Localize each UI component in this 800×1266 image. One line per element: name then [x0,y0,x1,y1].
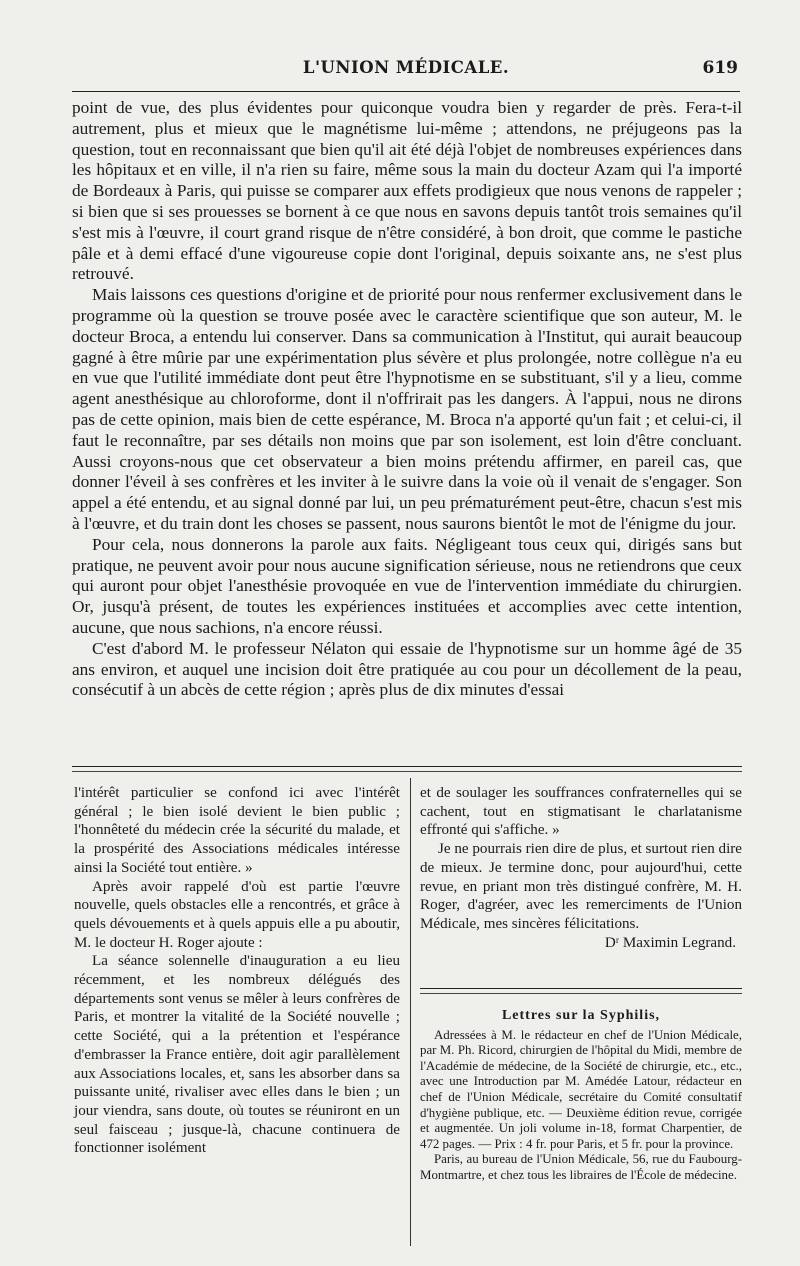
journal-title: L'UNION MÉDICALE. [302,58,510,77]
advert-rule [420,988,742,989]
left-paragraph: La séance solennelle d'inauguration a eu lieu récemment, et les nombreux délégués des départements sont venus se mêler à leurs confrères de Paris, et montrer la vitalité de la Société nouvelle ; cette Société, qui a la prétention et l'espérance d'embrasser la France entière, doit agir parallèlement aux Associations locales, et, sans les absorber dans sa puissante unité, rivaliser avec elles dans le bien ; un jour viendra, sans doute, où toutes se réuniront en un seul faisceau ; jusque-là, chacune continuera de fonctionner isolément [74,953,400,1157]
main-paragraph: Pour cela, nous donnerons la parole aux faits. Négligeant tous ceux qui, dirigés sans but pratique, ne peuvent avoir pour nous aucune signification sérieuse, nous ne retiendrons que ceux qui auront pour objet l'anesthésie provoquée en vue de l'intervention immédiate du chirurgien. Or, jusqu'à présent, de toutes les expériences instituées et accomplies avec cette intention, aucune, que nous sachions, n'a encore réussi. [72,534,742,637]
section-rule [72,766,742,767]
main-article [72,98,742,701]
main-paragraph: C'est d'abord M. le professeur Nélaton qui essaie de l'hypnotisme sur un homme âgé de 35 ans environ, et auquel une incision doit être pratiquée au cou pour un décollement de la peau, consécutif à un abcès de cette région ; après plus de dix minutes d'essai [72,638,742,700]
right-paragraph: et de soulager les souffrances confraternelles qui se cachent, tout en stigmatisant le charlatanisme effronté qui s'affiche. » [420,785,742,839]
left-paragraph: l'intérêt particulier se confond ici avec l'intérêt général ; le bien isolé devient le bien public ; l'honnêteté du médecin crée la sécurité du malade, et la prospérité des Associations médicales intéresse ainsi la Société tout entière. » [74,785,400,876]
column-divider [410,778,411,1246]
left-paragraph: Après avoir rappelé d'où est partie l'œuvre nouvelle, quels obstacles elle a rencontrés, et grâce à quels dévouements et à quels appuis elle a pu aboutir, M. le docteur H. Roger ajoute : [74,878,400,951]
right-paragraph: Je ne pourrais rien dire de plus, et surtout rien dire de mieux. Je termine donc, pour aujourd'hui, cette revue, en priant mon très distingué confrère, M. H. Roger, d'agréer, avec les remerciments de l'Union Médicale, mes sincères félicitations. [420,841,742,932]
main-paragraph: Mais laissons ces questions d'origine et de priorité pour nous renfermer exclusivement dans le programme où la question se trouve posée avec le caractère scientifique que son auteur, M. le docteur Broca, a entendu lui conserver. Dans sa communication à l'Institut, qui aurait beaucoup gagné à être mûrie par une expérimentation plus sévère et plus prolongée, notre collègue n'a eu en vue que l'utilité immédiate dont peut être l'hypnotisme en se substituant, s'il y a lieu, comme agent anesthésique au chloroforme, dont il n'offrirait pas les dangers. À l'appui, nous ne dirons pas de cette opinion, mais bien de cette espérance, M. Broca n'a apporté qu'un fait ; et celui-ci, il faut le reconnaître, par ses détails non moins que par son isolement, est loin d'être concluant. Aussi croyons-nous que cet observateur a bien moins prétendu affirmer, en pareil cas, que donner l'éveil à ses confrères et les inviter à le suivre dans la voie où il venait de s'engager. Son appel a été entendu, et au signal donné par lui, un peu prématurément peut-être, chacun s'est mis à l'œuvre, et du train dont les choses se passent, nous saurons bientôt le mot de l'énigme du jour. [72,285,742,533]
advert-paragraph: Paris, au bureau de l'Union Médicale, 56, rue du Faubourg-Montmartre, et chez tous les libraires de l'École de médecine. [420,1152,742,1182]
left-column [74,784,400,1158]
right-column [420,784,742,952]
advert-rule-thin [420,993,742,994]
page-number: 619 [702,58,738,78]
page-header [72,58,740,84]
main-paragraph: point de vue, des plus évidentes pour quiconque voudra bien y regarder de près. Fera-t-il autrement, plus et mieux que le magnétisme lui-même ; attendons, ne préjugeons pas la question, tout en reconnaissant que bien qu'il ait été déjà l'objet de nombreuses expériences dans les hôpitaux et en ville, il n'a rien su faire, même sous la main du docteur Azam qui l'a importé de Bordeaux à Paris, qui puisse se comparer aux effets prodigieux que nous venons de rappeler ; si bien que si ses prouesses se bornent à ce que nous en savons depuis tantôt trois semaines qu'il s'est mis à l'œuvre, il court grand risque de n'être considéré, à bon droit, que comme le pastiche pâle et à demi effacé d'une vigoureuse copie dont l'original, depuis soixante ans, ne s'est plus retrouvé. [72,98,742,284]
section-rule-thin [72,771,742,772]
book-advertisement [420,1008,742,1184]
header-rule [72,91,740,92]
author-signature: Dʳ Maximin Legrand. [604,934,736,951]
advert-title: Lettres sur la Syphilis, [501,1008,661,1023]
advert-paragraph: Adressées à M. le rédacteur en chef de l'Union Médicale, par M. Ph. Ricord, chirurgien de l'hôpital du Midi, membre de l'Académie de médecine, de la Société de chirurgie, etc., etc., avec une Introduction par M. Amédée Latour, rédacteur en chef de l'Union Médicale, secrétaire du Comité consultatif d'hygiène publique, etc. — Deuxième édition revue, corrigée et augmentée. Un joli volume in-18, format Charpentier, de 472 pages. — Prix : 4 fr. pour Paris, et 5 fr. pour la province. [420,1027,742,1151]
